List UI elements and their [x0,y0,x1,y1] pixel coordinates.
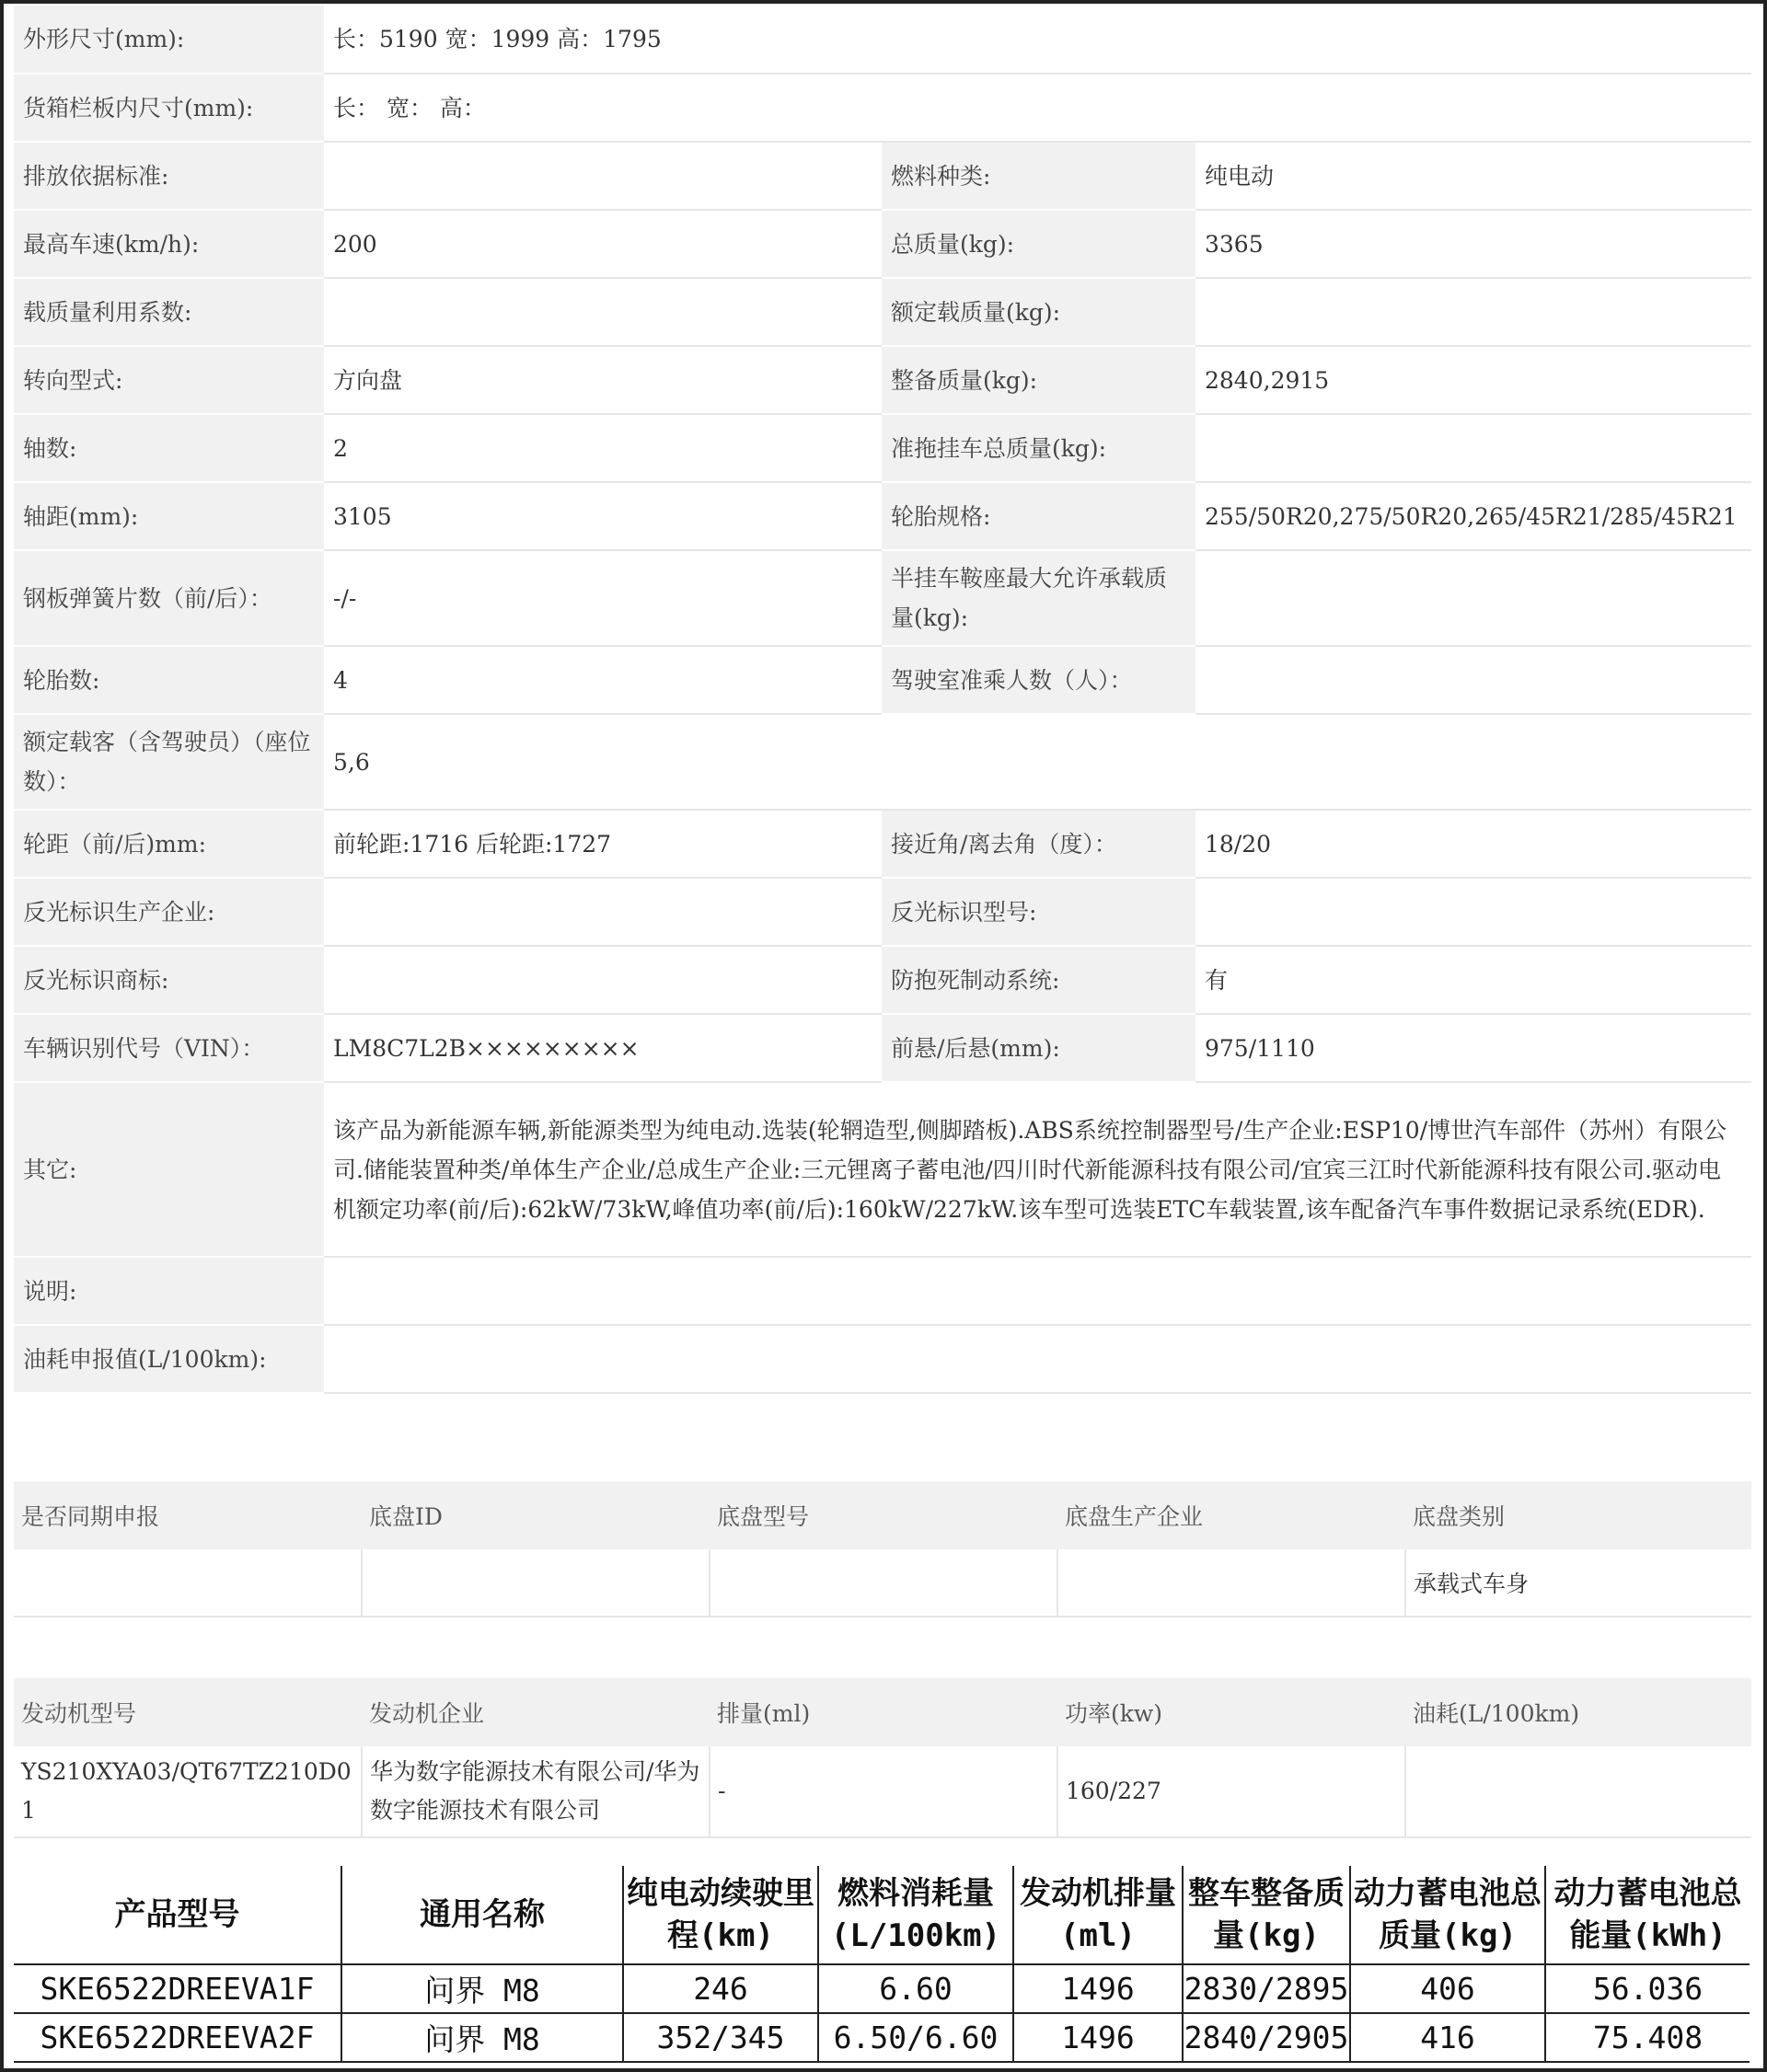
spec-value: 3365 [1195,210,1751,278]
product-fuel: 6.50/6.60 [818,2013,1013,2062]
spec-label: 准拖挂车总质量(kg): [882,414,1195,482]
spec-label: 轮胎数: [14,646,324,714]
spec-value [324,878,882,946]
spec-value: 255/50R20,275/50R20,265/45R21/285/45R21 [1195,482,1751,550]
engine-model-value: YS210XYA03/QT67TZ210D01 [14,1746,362,1837]
chassis-model-value [710,1549,1057,1617]
spec-label: 反光标识生产企业: [14,878,324,946]
spec-row [14,646,1751,714]
chassis-header-maker: 底盘生产企业 [1057,1481,1405,1549]
spec-row [14,142,1751,210]
product-name: 问界 M8 [341,2013,623,2062]
chassis-header-id: 底盘ID [362,1481,710,1549]
product-model: SKE6522DREEVA1F [14,1964,341,2013]
product-section [14,1866,1750,2063]
chassis-id-value [362,1549,710,1617]
spec-label: 额定载客（含驾驶员）（座位数）： [14,714,324,810]
spec-label: 防抱死制动系统: [882,946,1195,1014]
engine-consumption-value [1405,1746,1751,1837]
product-header-curb-mass: 整车整备质量(kg) [1183,1866,1350,1964]
spec-value: 2840,2915 [1195,346,1751,414]
spec-value: 975/1110 [1195,1014,1751,1082]
chassis-maker-value [1057,1549,1405,1617]
chassis-data-row [14,1549,1751,1617]
product-battery-mass: 416 [1350,2013,1545,2062]
spec-row [14,878,1751,946]
product-battery-mass: 406 [1350,1964,1545,2013]
spec-label: 外形尺寸(mm): [14,6,324,74]
spec-section [14,6,1751,1394]
product-battery-energy: 56.036 [1545,1964,1750,2013]
product-header-model: 产品型号 [14,1866,341,1964]
spec-value: 3105 [324,482,882,550]
spec-label: 货箱栏板内尺寸(mm): [14,74,324,142]
spec-note-value: 该产品为新能源车辆,新能源类型为纯电动.选装(轮辋造型,侧脚踏板).ABS系统控制器型号/生产企业:ESP10/博世汽车部件（苏州）有限公司.储能装置种类/单体生产企业/总成生产企业:三元锂离子蓄电池/四川时代新能源科技有限公司/宜宾三江时代新能源科技有限公司.驱动电机额定功率(前/后):62kW/73kW,峰值功率(前/后):160kW/227kW.该车型可选装ETC车载装置,该车配备汽车事件数据记录系统(EDR). [324,1082,1751,1257]
spec-label: 油耗申报值(L/100km): [14,1325,324,1393]
spec-label: 说明: [14,1257,324,1325]
spec-label: 最高车速(km/h): [14,210,324,278]
chassis-header-model: 底盘型号 [710,1481,1057,1549]
spec-row [14,1257,1751,1325]
engine-displacement-value: - [710,1746,1057,1837]
spec-label: 轮距（前/后)mm: [14,810,324,878]
spec-label: 车辆识别代号（VIN）： [14,1014,324,1082]
product-header-range: 纯电动续驶里程(km) [623,1866,818,1964]
spec-label: 其它: [14,1082,324,1257]
spec-value [324,278,882,346]
product-battery-energy: 75.408 [1545,2013,1750,2062]
chassis-header-row [14,1481,1751,1549]
product-range: 352/345 [623,2013,818,2062]
spec-label: 总质量(kg): [882,210,1195,278]
product-header-battery-mass: 动力蓄电池总质量(kg) [1350,1866,1545,1964]
engine-header-row [14,1678,1751,1746]
spec-value [324,1257,1751,1325]
product-row [14,1964,1750,2013]
engine-header-power: 功率(kw) [1057,1678,1405,1746]
spec-value: 2 [324,414,882,482]
spec-value [1195,278,1751,346]
spec-value: 200 [324,210,882,278]
spec-label: 额定载质量(kg): [882,278,1195,346]
engine-header-model: 发动机型号 [14,1678,362,1746]
product-curb-mass: 2830/2895 [1183,1964,1350,2013]
product-fuel: 6.60 [818,1964,1013,2013]
product-header-name: 通用名称 [341,1866,623,1964]
spec-label: 轴距(mm): [14,482,324,550]
product-header-displacement: 发动机排量(ml) [1013,1866,1183,1964]
spec-label: 整备质量(kg): [882,346,1195,414]
spec-value [324,946,882,1014]
spec-value [1195,550,1751,646]
spec-value: 方向盘 [324,346,882,414]
spec-row [14,1014,1751,1082]
spec-row [14,74,1751,142]
spec-label: 前悬/后悬(mm): [882,1014,1195,1082]
spec-row [14,346,1751,414]
spec-value: LM8C7L2B××××××××× [324,1014,882,1082]
product-displacement: 1496 [1013,1964,1183,2013]
product-model: SKE6522DREEVA2F [14,2013,341,2062]
spec-label: 反光标识商标: [14,946,324,1014]
spec-row [14,414,1751,482]
product-header-fuel: 燃料消耗量(L/100km) [818,1866,1013,1964]
chassis-table [14,1481,1751,1617]
product-range: 246 [623,1964,818,2013]
engine-power-value: 160/227 [1057,1746,1405,1837]
spec-row [14,714,1751,810]
spec-value: 4 [324,646,882,714]
spec-row [14,6,1751,74]
chassis-sync-value [14,1549,362,1617]
spec-row [14,278,1751,346]
spec-row [14,210,1751,278]
spec-label: 接近角/离去角（度）： [882,810,1195,878]
engine-header-displacement: 排量(ml) [710,1678,1057,1746]
spec-value: 有 [1195,946,1751,1014]
spec-value: -/- [324,550,882,646]
spec-row [14,550,1751,646]
spec-table [14,6,1751,1394]
spec-value: 5,6 [324,714,1751,810]
chassis-category-value: 承载式车身 [1405,1549,1751,1617]
spec-value: 18/20 [1195,810,1751,878]
chassis-header-category: 底盘类别 [1405,1481,1751,1549]
engine-maker-value: 华为数字能源技术有限公司/华为数字能源技术有限公司 [362,1746,710,1837]
chassis-header-sync: 是否同期申报 [14,1481,362,1549]
spec-label: 排放依据标准: [14,142,324,210]
spec-row [14,810,1751,878]
product-displacement: 1496 [1013,2013,1183,2062]
spec-label: 轴数: [14,414,324,482]
spec-label: 转向型式: [14,346,324,414]
engine-header-consumption: 油耗(L/100km) [1405,1678,1751,1746]
spec-row [14,1082,1751,1257]
spec-label: 燃料种类: [882,142,1195,210]
spec-value: 长：5190 宽：1999 高：1795 [324,6,1751,74]
spec-value [324,142,882,210]
product-header-row [14,1866,1750,1964]
spec-label: 半挂车鞍座最大允许承载质量(kg): [882,550,1195,646]
spec-value [1195,646,1751,714]
spec-value [1195,414,1751,482]
spec-value: 长： 宽： 高： [324,74,1751,142]
chassis-section [14,1481,1751,1617]
product-curb-mass: 2840/2905 [1183,2013,1350,2062]
engine-table [14,1678,1751,1838]
spec-label: 反光标识型号: [882,878,1195,946]
spec-value: 前轮距:1716 后轮距:1727 [324,810,882,878]
spec-label: 驾驶室准乘人数（人）： [882,646,1195,714]
spec-row [14,1325,1751,1393]
engine-header-maker: 发动机企业 [362,1678,710,1746]
spec-value [1195,878,1751,946]
engine-data-row [14,1746,1751,1837]
spec-value: 纯电动 [1195,142,1751,210]
spec-row [14,946,1751,1014]
product-table [14,1866,1750,2063]
spec-row [14,482,1751,550]
spec-label: 钢板弹簧片数（前/后）： [14,550,324,646]
spec-label: 轮胎规格: [882,482,1195,550]
product-header-battery-energy: 动力蓄电池总能量(kWh) [1545,1866,1750,1964]
product-row [14,2013,1750,2062]
spec-value [324,1325,1751,1393]
engine-section [14,1678,1751,1838]
product-name: 问界 M8 [341,1964,623,2013]
spec-label: 载质量利用系数: [14,278,324,346]
